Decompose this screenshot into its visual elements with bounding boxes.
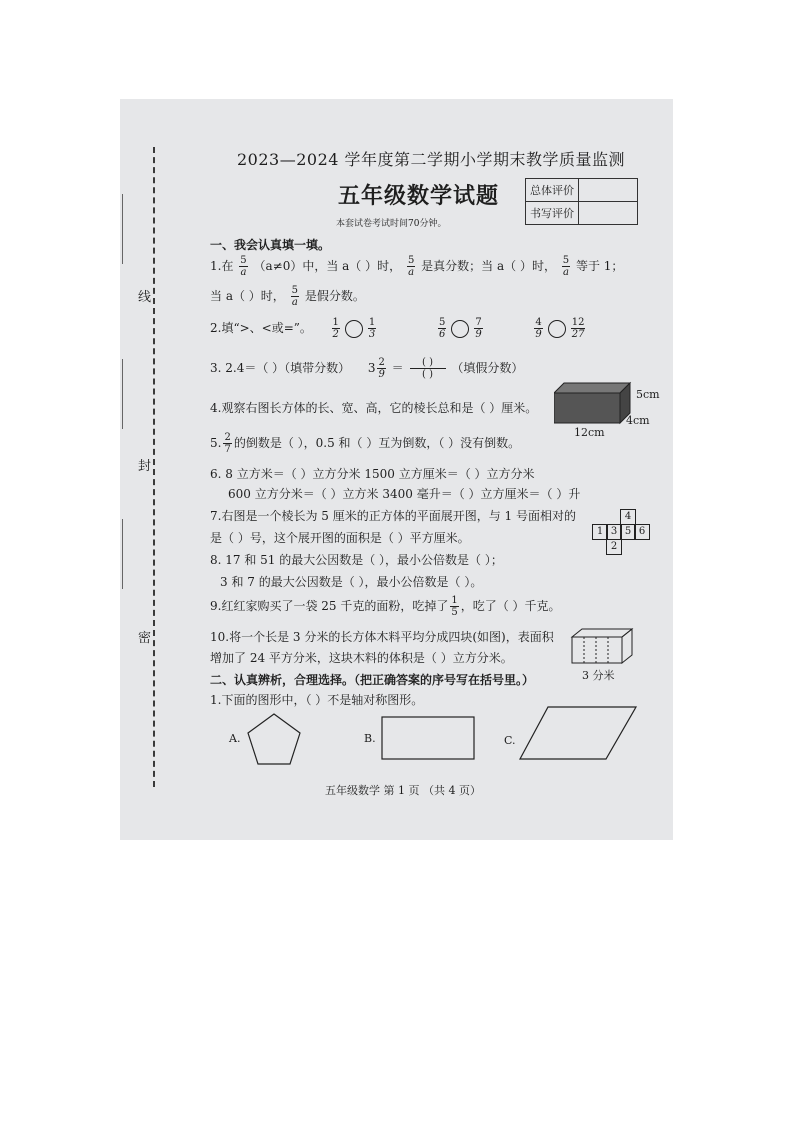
q5-text: 5. [210,436,222,450]
evaluation-table [525,178,638,225]
wood-drawing [570,627,634,667]
section2-question-1: 1.下面的图形中，（ ）不是轴对称图形。 [210,693,424,707]
option-b-label: B. [364,732,376,745]
width-label: 4cm [626,414,650,427]
question-7b: 是（ ）号，这个展开图的面积是（ ）平方厘米。 [210,531,470,545]
fraction: $\frac{2}{9}$ [378,357,385,380]
eval-blank[interactable] [579,179,638,202]
option-c-label: C. [504,734,516,747]
compare-circle[interactable] [451,320,469,338]
margin-char-line: 线 [138,290,152,305]
net-cell: 3 [606,524,622,540]
section1-heading: 一、我会认真填一填。 [210,238,331,252]
parallelogram-shape [518,705,638,767]
rectangle-shape [381,716,477,766]
net-cell: 2 [606,539,622,555]
fraction: $\frac{1}{3}$ [368,317,376,340]
exam-sheet [120,99,673,840]
q3-text: ＝ [391,361,404,375]
question-4: 4.观察右图长方体的长、宽、高，它的棱长总和是（ ）厘米。 [210,401,538,415]
question-8b: 3 和 7 的最大公因数是（ ），最小公倍数是（ ）。 [220,575,483,589]
wood-block-figure [570,627,634,682]
exam-subtitle: 五年级数学试题 [338,184,500,209]
q2-text: 2.填“>、<或=”。 [210,321,312,335]
eval-blank[interactable] [579,202,638,225]
option-a-label: A. [229,732,241,745]
q3-text: （填假分数） [451,361,524,375]
compare-circle[interactable] [548,320,566,338]
fraction: $\frac{1}{5}$ [451,595,458,618]
eval-label-writing: 书写评价 [526,202,579,225]
fraction: $\frac{5}{a}$ [240,255,247,278]
question-10a: 10.将一个长是 3 分米的长方体木料平均分成四块(如图)，表面积 [210,630,554,644]
question-9 [210,595,561,618]
wood-length-label: 3 分米 [582,669,615,682]
exam-title: 2023—2024 学年度第二学期小学期末教学质量监测 [237,150,626,169]
q9-text: 9.红红家购买了一袋 25 千克的面粉，吃掉了 [210,599,449,613]
q1-text: （a≠0）中，当 a（ ）时， [253,259,402,273]
binding-margin [120,99,160,840]
fraction: $\frac{5}{6}$ [438,317,446,340]
pentagon-shape [246,712,302,772]
page-footer: 五年级数学 第 1 页 （共 4 页） [325,784,481,797]
question-6b: 600 立方分米＝（ ）立方米 3400 毫升＝（ ）立方厘米＝（ ）升 [228,487,581,501]
mixed-whole: 3 [367,361,376,375]
cuboid-figure [554,381,672,443]
margin-char-secret: 密 [138,631,152,646]
fraction: $\frac{5}{a}$ [407,255,415,278]
fraction: $\frac{5}{a}$ [562,255,570,278]
net-cell: 1 [592,524,608,540]
side-rule [122,194,123,264]
net-cell: 5 [620,524,636,540]
net-cell: 4 [620,509,636,525]
q1-text: 当 a（ ）时， [210,289,285,303]
side-rule [122,519,123,589]
q1-text: 等于 1； [575,259,624,273]
section2-heading: 二、认真辨析，合理选择。（把正确答案的序号写在括号里。） [210,673,535,687]
question-1 [210,255,623,278]
fraction: $\frac{12}{27}$ [571,317,585,340]
fraction: $\frac{4}{9}$ [535,317,542,340]
question-7a: 7.右图是一个棱长为 5 厘米的正方体的平面展开图，与 1 号面相对的 [210,509,576,523]
fraction: $\frac{7}{9}$ [475,317,482,340]
q5-text: 的倒数是（ ），0.5 和（ ）互为倒数，（ ）没有倒数。 [233,436,521,450]
fraction: $\frac{1}{2}$ [332,317,339,340]
question-6a: 6. 8 立方米＝（ ）立方分米 1500 立方厘米＝（ ）立方分米 [210,467,535,481]
cut-line [153,147,155,787]
question-8a: 8. 17 和 51 的最大公因数是（ ），最小公倍数是（ ）； [210,553,503,567]
side-rule [122,359,123,429]
question-10b: 增加了 24 平方分米，这块木料的体积是（ ）立方分米。 [210,651,513,665]
time-note: 本套试卷考试时间70分钟。 [336,219,447,229]
answer-fraction[interactable]: $\frac{( )}{( )}$ [410,357,446,380]
compare-circle[interactable] [345,320,363,338]
fraction: $\frac{5}{a}$ [291,285,298,308]
q1-text: 是假分数。 [304,289,365,303]
eval-label-overall: 总体评价 [526,179,579,202]
question-5 [210,432,520,455]
fraction: $\frac{2}{7}$ [224,432,231,455]
margin-char-seal: 封 [138,459,152,474]
question-2 [210,317,587,340]
q1-text: 是真分数；当 a（ ）时， [421,259,556,273]
question-1-cont [210,285,365,308]
question-3 [210,357,523,380]
net-cell: 6 [634,524,650,540]
height-label: 5cm [636,388,660,401]
length-label: 12cm [574,426,605,439]
q9-text: ，吃了（ ）千克。 [460,599,561,613]
q1-text: 1.在 [210,259,234,273]
q3-text: 3. 2.4＝（ ）（填带分数） [210,361,351,375]
